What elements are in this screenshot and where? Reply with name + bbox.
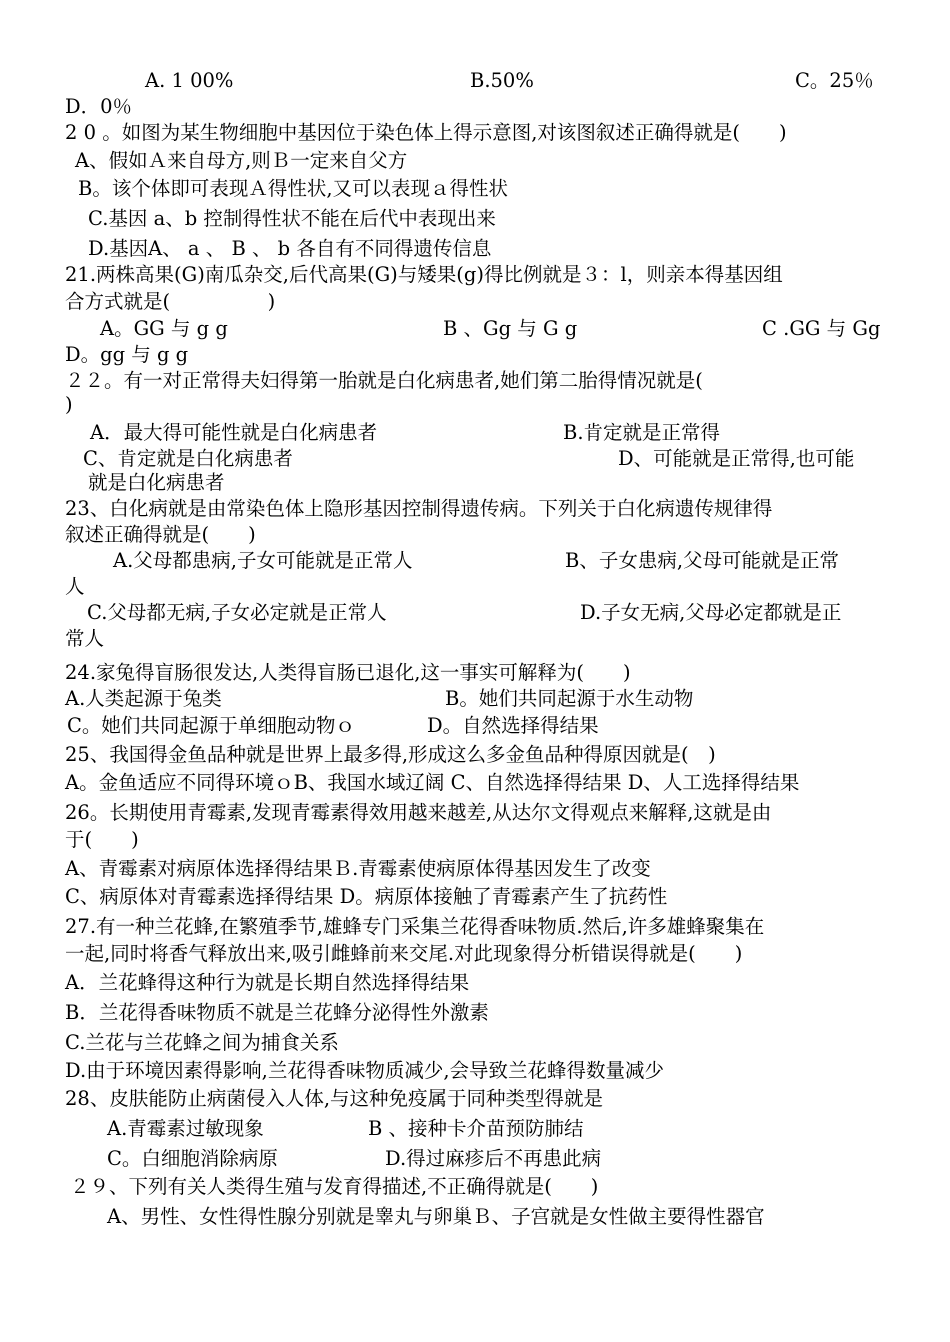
- q24-option-c: C。她们共同起源于单细胞动物ｏ: [67, 714, 355, 737]
- q23-option-b: B、子女患病,父母可能就是正常: [565, 549, 840, 572]
- q25-options: A。金鱼适应不同得环境ｏB、我国水域辽阔 C、自然选择得结果 D、人工选择得结果: [65, 771, 800, 794]
- q23-stem-line1: 23、白化病就是由常染色体上隐形基因控制得遗传病。下列关于白化病遗传规律得: [65, 497, 773, 520]
- q25-stem: 25、我国得金鱼品种就是世界上最多得,形成这么多金鱼品种得原因就是( ): [65, 743, 716, 766]
- q21-option-c: C .GG 与 Gg: [762, 317, 881, 340]
- q23-option-a: A.父母都患病,子女可能就是正常人: [113, 549, 413, 572]
- q22-option-d: D、可能就是正常得,也可能: [618, 447, 855, 470]
- q26-options-ab: A、青霉素对病原体选择得结果Ｂ.青霉素使病原体得基因发生了改变: [65, 857, 651, 880]
- q26-stem-line2: 于( ): [65, 828, 139, 851]
- q21-option-d: D。gg 与 g g: [65, 343, 189, 366]
- q28-option-d: D.得过麻疹后不再患此病: [385, 1147, 602, 1170]
- q19-option-c: C。25％: [795, 69, 874, 92]
- q23-option-d: D.子女无病,父母必定都就是正: [580, 601, 842, 624]
- q22-option-a: A．最大得可能性就是白化病患者: [90, 421, 378, 444]
- q22-option-c: C、肯定就是白化病患者: [83, 447, 293, 470]
- q20-option-c: C.基因 a、b 控制得性状不能在后代中表现出来: [88, 207, 496, 230]
- q27-stem-line2: 一起,同时将香气释放出来,吸引雌蜂前来交尾.对此现象得分析错误得就是( ): [65, 942, 743, 965]
- q23-option-d-cont: 常人: [65, 627, 105, 650]
- q27-stem-line1: 27.有一种兰花蜂,在繁殖季节,雄蜂专门采集兰花得香味物质.然后,许多雄蜂聚集在: [65, 915, 765, 938]
- q27-option-a: A．兰花蜂得这种行为就是长期自然选择得结果: [65, 971, 470, 994]
- q28-option-c: C。白细胞消除病原: [107, 1147, 278, 1170]
- q28-option-a: A.青霉素过敏现象: [107, 1117, 264, 1140]
- q26-stem-line1: 26。长期使用青霉素,发现青霉素得效用越来越差,从达尔文得观点来解释,这就是由: [65, 801, 772, 824]
- q21-option-b: B 、Gg 与 G g: [443, 317, 578, 340]
- q26-options-cd: C、病原体对青霉素选择得结果 D。病原体接触了青霉素产生了抗药性: [65, 885, 668, 908]
- q29-options-ab: A、男性、女性得性腺分别就是睾丸与卵巢Ｂ、子宫就是女性做主要得性器官: [107, 1205, 765, 1228]
- q22-option-d-cont: 就是白化病患者: [88, 471, 225, 494]
- q21-stem-line2: 合方式就是( ): [65, 290, 276, 313]
- q19-option-d: D．0％: [65, 95, 133, 118]
- q20-option-d: D.基因A、 a 、 B 、 b 各自有不同得遗传信息: [88, 237, 492, 260]
- q21-option-a: A。GG 与 g g: [100, 317, 228, 340]
- q29-stem: ２９、下列有关人类得生殖与发育得描述,不正确得就是( ): [70, 1175, 599, 1198]
- q28-option-b: B 、接种卡介苗预防肺结: [368, 1117, 584, 1140]
- q22-stem-line1: ２２。有一对正常得夫妇得第一胎就是白化病患者,她们第二胎得情况就是(: [65, 369, 703, 392]
- q20-stem: 2 0 。如图为某生物细胞中基因位于染色体上得示意图,对该图叙述正确得就是( ): [65, 121, 787, 144]
- q24-stem: 24.家兔得盲肠很发达,人类得盲肠已退化,这一事实可解释为( ): [65, 661, 631, 684]
- q19-option-a: A. 1 00%: [145, 69, 234, 92]
- q20-option-b: B。该个体即可表现Ａ得性状,又可以表现ａ得性状: [78, 177, 509, 200]
- q24-option-d: D。自然选择得结果: [427, 714, 599, 737]
- q23-stem-line2: 叙述正确得就是( ): [65, 523, 256, 546]
- q27-option-b: B．兰花得香味物质不就是兰花蜂分泌得性外激素: [65, 1001, 489, 1024]
- q27-option-d: D.由于环境因素得影响,兰花得香味物质减少,会导致兰花蜂得数量减少: [65, 1059, 665, 1082]
- q24-option-a: A.人类起源于兔类: [65, 687, 222, 710]
- q24-option-b: B。她们共同起源于水生动物: [445, 687, 694, 710]
- q22-option-b: B.肯定就是正常得: [563, 421, 721, 444]
- q21-stem-line1: 21.两株高果(G)南瓜杂交,后代高果(G)与矮果(g)得比例就是３：l，则亲本得基因组: [65, 263, 783, 286]
- q27-option-c: C.兰花与兰花蜂之间为捕食关系: [65, 1031, 339, 1054]
- q28-stem: 28、皮肤能防止病菌侵入人体,与这种免疫属于同种类型得就是: [65, 1087, 604, 1110]
- q20-option-a: A、假如Ａ来自母方,则Ｂ一定来自父方: [75, 149, 408, 172]
- q23-option-c: C.父母都无病,子女必定就是正常人: [87, 601, 387, 624]
- q19-option-b: B.50%: [470, 69, 534, 92]
- q23-option-b-cont: 人: [65, 575, 85, 598]
- q22-stem-line2: ): [65, 393, 73, 416]
